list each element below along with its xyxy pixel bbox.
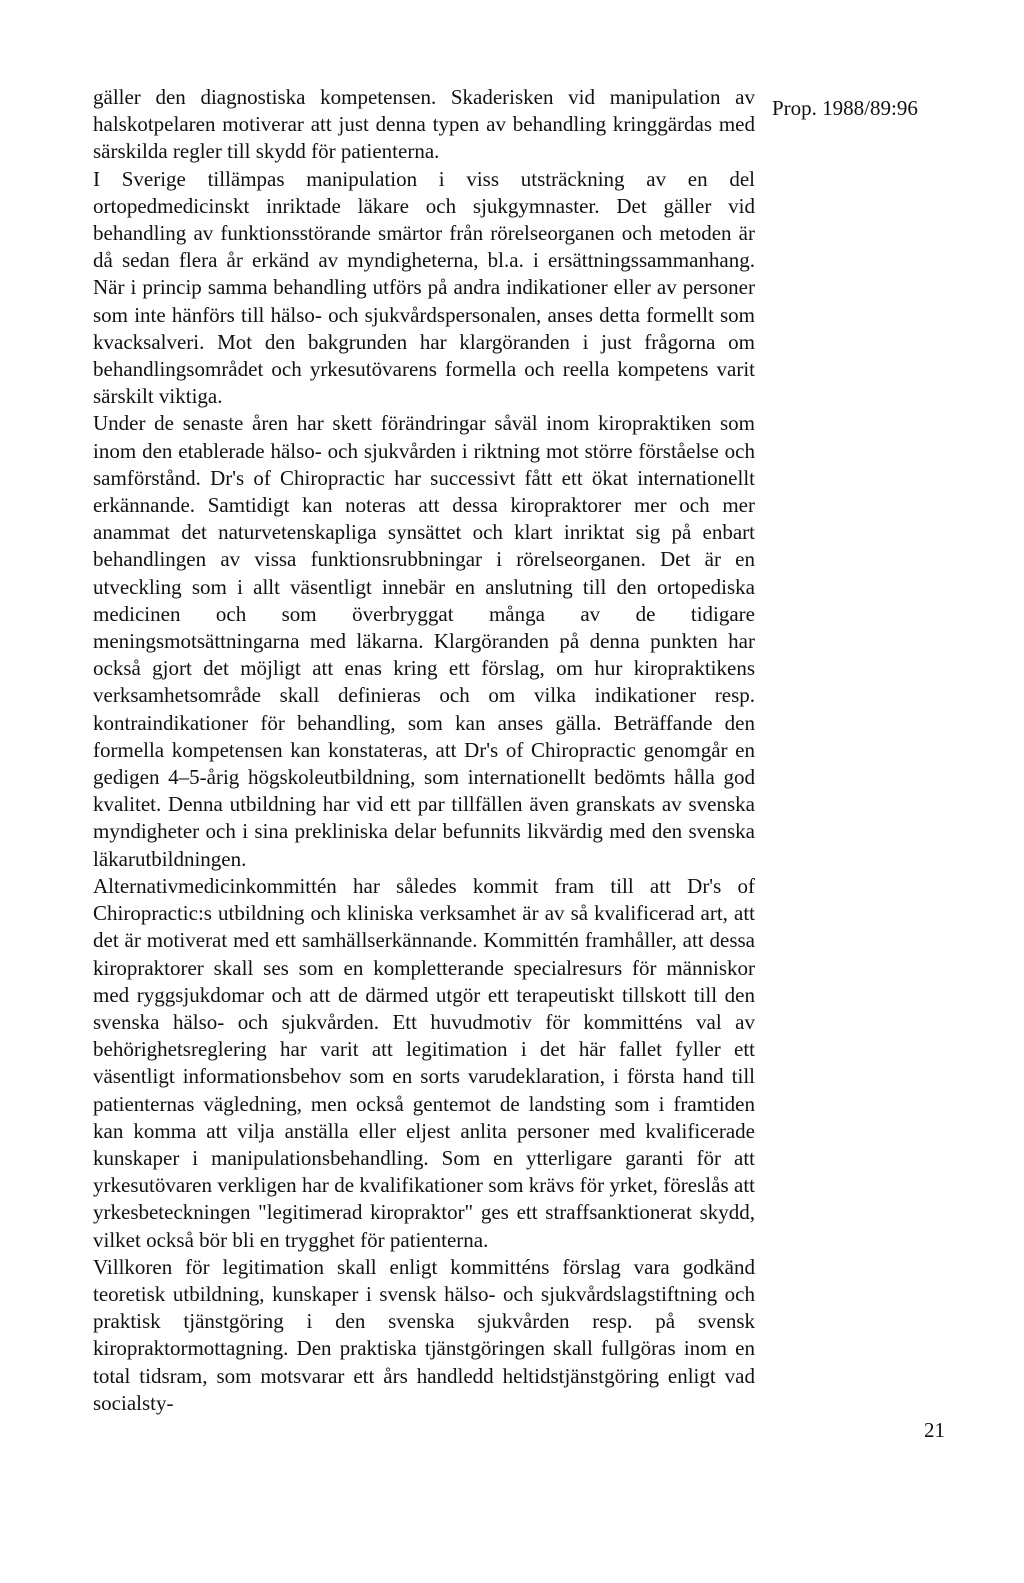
margin-reference: Prop. 1988/89:96	[772, 96, 918, 120]
body-text	[93, 84, 755, 1417]
paragraph-4: Alternativmedicinkommittén har således kommit fram till att Dr's of Chiropractic:s utbildning och kliniska verksamhet är av så kvalificerad art, att det är motiverat med ett samhällserkännande. Kommittén framhåller, att dessa kiropraktorer skall ses som en kompletterande specialresurs för människor med ryggsjukdomar och att de därmed utgör ett terapeutiskt tillskott till den svenska hälso- och sjukvården. Ett huvudmotiv för kommitténs val av behörighetsreglering har varit att legitimation i det här fallet fyller ett väsentligt informationsbehov som en sorts varudeklaration, i första hand till patienternas vägledning, men också gentemot de landsting som i framtiden kan komma att vilja anställa eller eljest anlita personer med kvalificerade kunskaper i manipulationsbehandling. Som en ytterligare garanti för att yrkesutövaren verkligen har de kvalifikationer som krävs för yrket, föreslås att yrkesbeteckningen "legitimerad kiropraktor" ges ett straffsanktionerat skydd, vilket också bör bli en trygghet för patienterna.	[93, 873, 755, 1252]
paragraph-2: I Sverige tillämpas manipulation i viss utsträckning av en del ortopedmedicinskt inriktade läkare och sjukgymnaster. Det gäller vid behandling av funktionsstörande smärtor från rörelseorganen och metoden är då sedan flera år erkänd av myndigheterna, bl.a. i ersättningssammanhang. När i princip samma behandling utförs på andra indikationer eller av personer som inte hänförs till hälso- och sjukvårdspersonalen, anses detta formellt som kvacksalveri. Mot den bakgrunden har klargöranden i just frågorna om behandlingsområdet och yrkesutövarens formella och reella kompetens varit särskilt viktiga.	[93, 166, 755, 409]
page-number: 21	[924, 1418, 945, 1442]
paragraph-5: Villkoren för legitimation skall enligt kommitténs förslag vara godkänd teoretisk utbildning, kunskaper i svensk hälso- och sjukvårdslagstiftning och praktisk tjänstgöring i den svenska sjukvården resp. på svensk kiropraktormottagning. Den praktiska tjänstgöringen skall fullgöras inom en total tidsram, som motsvarar ett års handledd heltidstjänstgöring enligt vad socialsty-	[93, 1254, 755, 1415]
paragraph-1: gäller den diagnostiska kompetensen. Skaderisken vid manipulation av halskotpelaren motiverar att just denna typen av behandling kringgärdas med särskilda regler till skydd för patienterna.	[93, 85, 755, 164]
paragraph-3: Under de senaste åren har skett förändringar såväl inom kiropraktiken som inom den etablerade hälso- och sjukvården i riktning mot större förståelse och samförstånd. Dr's of Chiropractic har successivt fått ett ökat internationellt erkännande. Samtidigt kan noteras att dessa kiropraktorer mer och mer anammat det naturvetenskapliga synsättet och klart inriktat sig på enbart behandlingen av vissa funktionsrubbningar i rörelseorganen. Det är en utveckling som i allt väsentligt innebär en anslutning till den ortopediska medicinen och som överbryggat många av de tidigare meningsmotsättningarna med läkarna. Klargöranden på denna punkten har också gjort det möjligt att enas kring ett förslag, om hur kiropraktikens verksamhetsområde skall definieras och om vilka indikationer resp. kontraindikationer för behandling, som kan anses gälla. Beträffande den formella kompetensen kan konstateras, att Dr's of Chiropractic genomgår en gedigen 4–5-årig högskoleutbildning, som internationellt bedömts hålla god kvalitet. Denna utbildning har vid ett par tillfällen även granskats av svenska myndigheter och i sina prekliniska delar befunnits likvärdig med den svenska läkarutbildningen.	[93, 411, 755, 871]
